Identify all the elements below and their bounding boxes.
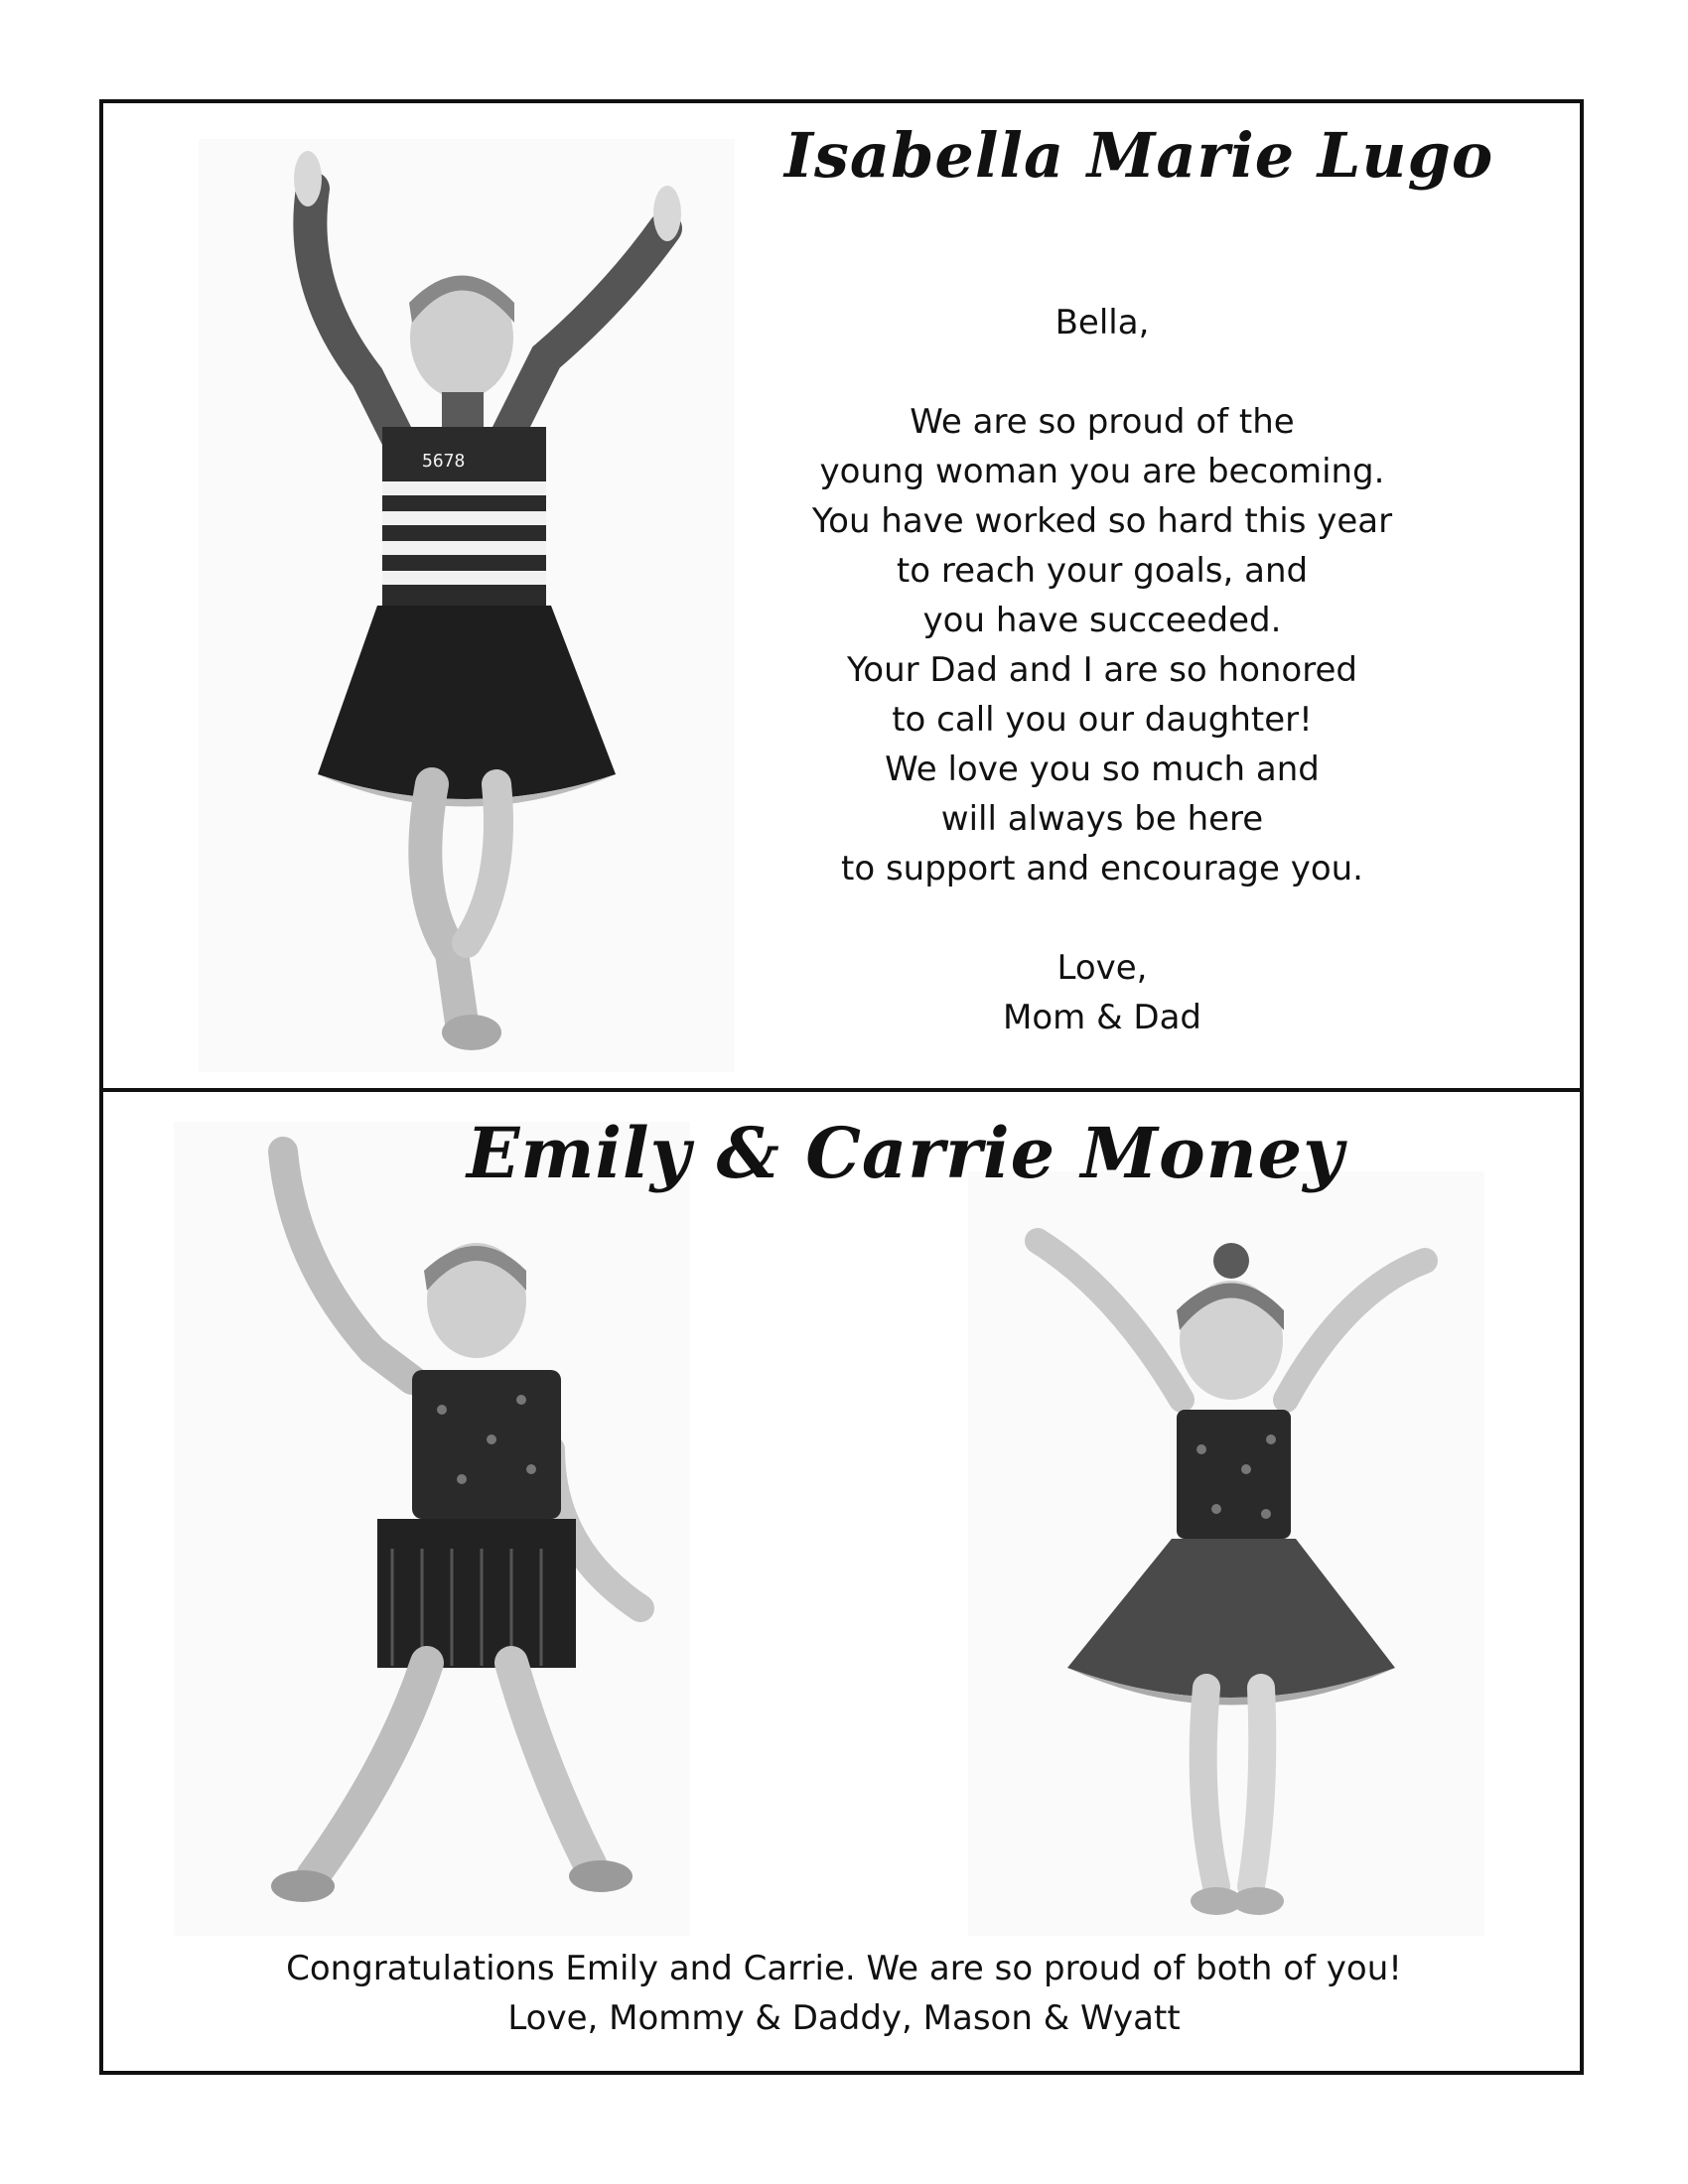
letter-closing: Love, xyxy=(1056,948,1148,988)
letter-line: We love you so much and xyxy=(885,750,1320,789)
congrats-line: Congratulations Emily and Carrie. We are so proud of both of you! xyxy=(286,1949,1402,1988)
letter-line: will always be here xyxy=(940,799,1264,839)
letter-line: to support and encourage you. xyxy=(841,849,1363,888)
letter-line: You have worked so hard this year xyxy=(811,501,1393,541)
congratulations-message xyxy=(149,1944,1539,2043)
letter-signature: Mom & Dad xyxy=(1003,998,1201,1037)
parent-letter xyxy=(765,298,1440,1042)
letter-greeting: Bella, xyxy=(1055,303,1150,342)
dancer-name-isabella: Isabella Marie Lugo xyxy=(784,119,1494,192)
letter-line: to call you our daughter! xyxy=(892,700,1313,740)
letter-line: you have succeeded. xyxy=(922,601,1282,640)
dancer-photo-carrie xyxy=(968,1171,1484,1936)
letter-line: young woman you are becoming. xyxy=(819,452,1385,491)
section-divider xyxy=(99,1088,1584,1092)
dancer-photo-emily xyxy=(174,1122,690,1936)
letter-line: to reach your goals, and xyxy=(896,551,1309,591)
dancer-photo-isabella xyxy=(199,139,735,1072)
congrats-signature: Love, Mommy & Daddy, Mason & Wyatt xyxy=(507,1998,1181,2038)
letter-line: Your Dad and I are so honored xyxy=(847,650,1357,690)
dancer-names-emily-carrie: Emily & Carrie Money xyxy=(467,1112,1344,1194)
costume-number: 5678 xyxy=(422,451,466,472)
letter-line: We are so proud of the xyxy=(910,402,1295,442)
